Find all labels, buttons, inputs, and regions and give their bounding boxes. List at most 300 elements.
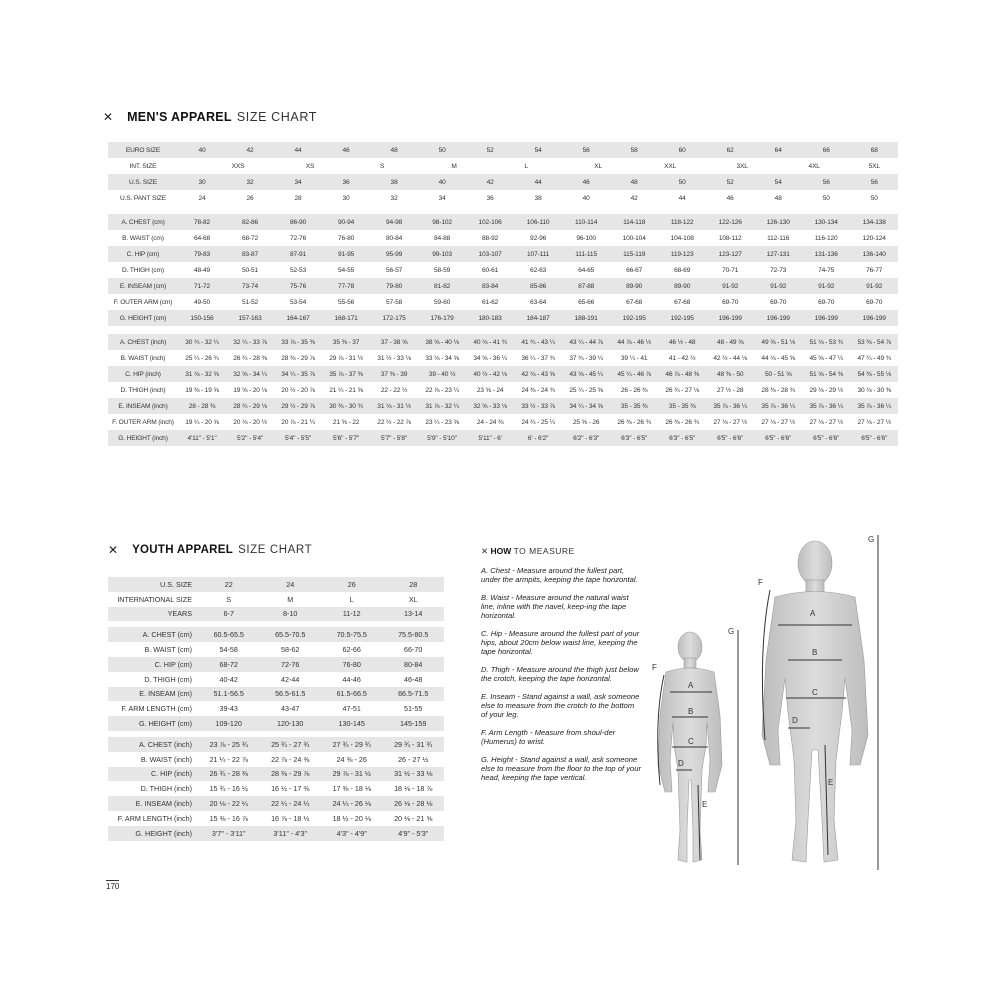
table-cell: 157-163 — [226, 310, 274, 326]
table-cell: 15 ⅜ - 16 ⅞ — [209, 813, 248, 823]
table-row — [108, 262, 898, 278]
table-cell: L — [349, 594, 354, 604]
table-cell: 42 ⅛ - 43 ⅝ — [514, 366, 562, 382]
table-cell: 91-92 — [706, 278, 754, 294]
table-cell: 37 ¾ - 39 ¼ — [569, 354, 603, 362]
table-cell — [178, 158, 202, 174]
table-cell: 79-83 — [178, 246, 226, 262]
table-cell: 39 - 40 ½ — [418, 366, 466, 382]
row-label: E. INSEAM (cm) — [108, 278, 178, 294]
table-cell: 5'7" - 5'8" — [370, 430, 418, 446]
table-cell: 60 — [658, 142, 706, 158]
table-cell: 27 ¾ - 29 ¾ — [321, 737, 383, 752]
measure-label: F — [758, 578, 763, 587]
mens-title — [103, 110, 317, 124]
table-cell: 38 ⅝ - 40 ⅛ — [418, 334, 466, 350]
table-cell: 40 ⅛ - 41 ¾ — [466, 334, 514, 350]
table-cell: 62 — [706, 142, 754, 158]
row-label: D. THIGH (inch) — [120, 386, 166, 394]
table-cell: 108-112 — [718, 234, 742, 242]
table-cell: 58 — [610, 142, 658, 158]
table-cell: 35 - 35 ⅜ — [610, 398, 658, 414]
measure-label: C — [812, 688, 818, 697]
how-to-measure-item: G. Height - Stand against a wall, ask someone else to measure from the floor to the top of your head, keeping the tape vertical. — [481, 755, 641, 782]
table-cell: L — [524, 162, 528, 170]
table-cell: 6'5" - 6'6" — [706, 430, 754, 446]
table-cell: XS — [305, 162, 315, 170]
adult-figure — [762, 541, 868, 862]
table-cell: 91-92 — [850, 278, 898, 294]
table-cell: 72-76 — [260, 657, 322, 672]
how-to-measure-item: F. Arm Length - Measure from shoul-der (Humerus) to wrist. — [481, 728, 616, 746]
table-row — [108, 366, 898, 382]
mens-title-bold: MEN'S APPAREL — [127, 110, 232, 124]
table-cell: 27 ⅛ - 27 ½ — [857, 418, 891, 426]
table-cell: 27 ½ - 28 — [716, 386, 744, 394]
table-cell: 27 ⅛ - 27 ½ — [809, 418, 843, 426]
table-cell: 29 ½ - 29 ⅞ — [274, 398, 322, 414]
mens-size-table — [108, 142, 898, 446]
how-title-rest: TO MEASURE — [513, 546, 575, 556]
row-label: F. OUTER ARM (inch) — [112, 418, 174, 426]
table-cell: 4'9" - 5'3" — [383, 826, 445, 841]
row-label: A. CHEST (cm) — [108, 627, 198, 642]
table-cell: 123-127 — [706, 246, 754, 262]
row-label: B. WAIST (inch) — [120, 354, 166, 362]
table-cell: 100-104 — [622, 234, 646, 242]
table-cell: 26 — [246, 194, 254, 202]
table-cell: 134-138 — [850, 214, 898, 230]
table-cell: 85-86 — [514, 278, 562, 294]
table-row — [108, 627, 444, 642]
table-cell: 6-7 — [198, 607, 260, 622]
table-cell: 188-191 — [562, 310, 610, 326]
table-row — [108, 642, 444, 657]
table-cell: 24 — [260, 577, 322, 592]
table-cell: 98-102 — [418, 214, 466, 230]
table-cell: 40 ½ - 42 ⅛ — [466, 366, 514, 382]
table-cell: 126-130 — [754, 214, 802, 230]
table-cell: 24 ¾ - 25 ¼ — [521, 418, 555, 426]
how-to-measure-item: B. Waist - Measure around the natural waist line, inline with the navel, keep-ing the tape horizontal. — [481, 593, 629, 620]
table-cell: 8-10 — [260, 607, 322, 622]
table-cell: 53-54 — [289, 298, 307, 306]
table-cell: 196-199 — [850, 310, 898, 326]
table-cell: 25 ¾ - 27 ¾ — [260, 737, 322, 752]
table-cell: 37 ⅜ - 39 — [370, 366, 418, 382]
table-cell: 64-68 — [193, 234, 211, 242]
table-cell: 75-76 — [274, 278, 322, 294]
row-label: A. CHEST (cm) — [108, 214, 178, 230]
how-to-measure-item: D. Thigh - Measure around the thigh just below the crotch, keeping the tape horizontal. — [481, 665, 639, 683]
measure-label: D — [678, 759, 684, 768]
table-cell: 35 ⅜ - 37 — [322, 334, 370, 350]
table-cell: 106-110 — [514, 214, 562, 230]
table-cell: 73-74 — [226, 278, 274, 294]
table-cell: 43 ⅝ - 45 ¼ — [562, 366, 610, 382]
table-cell: S — [226, 594, 232, 604]
close-icon: ✕ — [103, 110, 114, 124]
table-cell: 39-43 — [219, 704, 238, 714]
table-cell: 192-195 — [610, 310, 658, 326]
table-cell: S — [379, 162, 385, 170]
table-cell: 31 ½ - 33 ⅛ — [383, 767, 445, 782]
row-label: G. HEIGHT (inch) — [108, 430, 178, 446]
table-row — [108, 657, 444, 672]
measure-label: D — [792, 716, 798, 725]
table-cell: 48-49 — [193, 266, 211, 274]
table-row — [108, 334, 898, 350]
table-row — [108, 796, 444, 811]
table-row — [108, 142, 898, 158]
youth-size-table — [108, 577, 444, 841]
table-cell: 58-59 — [434, 266, 451, 274]
table-cell: 43 ¼ - 44 ⅞ — [562, 334, 610, 350]
table-cell: 150-156 — [178, 310, 226, 326]
table-cell: 25 ¼ - 26 ¾ — [185, 354, 219, 362]
table-cell: 120-124 — [862, 234, 886, 242]
table-cell: 50 — [658, 174, 706, 190]
row-label: A. CHEST (inch) — [108, 737, 198, 752]
table-cell: 42 — [466, 174, 514, 190]
table-cell: 74-75 — [818, 266, 835, 274]
table-cell: 87-91 — [274, 246, 322, 262]
table-cell: 18 ⅛ - 18 ⅞ — [394, 784, 433, 794]
how-to-measure — [481, 546, 641, 791]
table-cell: 28 ⅜ - 29 ⅞ — [281, 354, 315, 362]
table-cell: 20 ⅛ - 20 ½ — [233, 418, 267, 426]
table-row — [108, 190, 898, 206]
table-cell: 49-50 — [193, 298, 211, 306]
table-row — [108, 781, 444, 796]
measurement-figures — [620, 530, 890, 880]
table-cell: 16 ½ - 17 ⅜ — [271, 784, 310, 794]
table-row — [108, 278, 898, 294]
table-cell: 57-58 — [386, 298, 403, 306]
table-cell: 38 — [370, 174, 418, 190]
row-label: F. ARM LENGTH (inch) — [117, 813, 192, 823]
row-label: F. OUTER ARM (cm) — [113, 298, 173, 306]
row-label: G. HEIGHT (cm) — [108, 716, 198, 731]
table-cell: 5'4" - 5'5" — [274, 430, 322, 446]
table-cell: 4'3" - 4'9" — [321, 826, 383, 841]
table-cell: 47-51 — [342, 704, 361, 714]
table-cell: 30 ⅜ - 30 ¾ — [322, 398, 370, 414]
table-cell: 24 — [198, 194, 206, 202]
table-cell: 54 ⅜ - 55 ⅛ — [850, 366, 898, 382]
table-cell: 95-99 — [370, 246, 418, 262]
table-row — [108, 246, 898, 262]
table-cell: 42 ½ - 44 ⅛ — [713, 354, 747, 362]
row-label: INT. SIZE — [129, 162, 157, 170]
table-cell: 28 - 28 ⅜ — [178, 398, 226, 414]
table-cell: 15 ¾ - 16 ½ — [209, 784, 248, 794]
table-cell: 180-183 — [466, 310, 514, 326]
table-cell: 46 — [562, 174, 610, 190]
table-cell: 26 ⅜ - 26 ¾ — [665, 418, 699, 426]
table-cell: 51-52 — [241, 298, 259, 306]
table-cell: 63-64 — [530, 298, 547, 306]
table-cell: 41 ¾ - 43 ¼ — [514, 334, 562, 350]
table-cell: 35 - 35 ⅜ — [658, 398, 706, 414]
table-cell: 23 ⅝ - 24 — [476, 386, 504, 394]
table-cell: 48 — [610, 174, 658, 190]
table-cell: 29 ⅞ - 31 ½ — [321, 767, 383, 782]
table-cell: 172-175 — [370, 310, 418, 326]
table-cell: 118-122 — [658, 214, 706, 230]
table-cell: 5'2" - 5'4" — [226, 430, 274, 446]
table-row — [108, 174, 898, 190]
table-cell: 31 ⅛ - 32 ⅝ — [178, 366, 226, 382]
table-cell: 40 — [582, 194, 590, 202]
table-cell: 30 ¾ - 32 ¼ — [178, 334, 226, 350]
table-cell: 56.5-61.5 — [260, 687, 322, 702]
table-cell: 38 — [534, 194, 542, 202]
table-cell: 26 ⅛ - 28 ⅛ — [383, 796, 445, 811]
table-row — [108, 398, 898, 414]
table-cell: 44 — [274, 142, 322, 158]
table-cell: 67-68 — [626, 298, 643, 306]
table-cell: 91-92 — [754, 278, 802, 294]
table-cell: 29 ⅞ - 31 ½ — [329, 354, 363, 362]
page-number: 170 — [106, 882, 120, 891]
table-cell: 18 ½ - 20 ⅛ — [332, 813, 371, 823]
table-cell: 43-47 — [281, 704, 300, 714]
table-cell: 66.5-71.5 — [383, 687, 445, 702]
table-cell: 48 — [370, 142, 418, 158]
table-cell: 19 ¼ - 20 ⅝ — [185, 418, 219, 426]
table-cell: 122-126 — [706, 214, 754, 230]
table-cell: 176-179 — [418, 310, 466, 326]
table-cell: M — [451, 162, 457, 170]
table-cell: 99-103 — [418, 246, 466, 262]
row-label: B. WAIST (cm) — [122, 234, 164, 242]
table-row — [108, 701, 444, 716]
table-cell: 196-199 — [754, 310, 802, 326]
table-cell: 104-108 — [670, 234, 694, 242]
table-cell: 44-46 — [342, 674, 361, 684]
measure-label: B — [812, 648, 818, 657]
how-to-measure-title — [481, 546, 641, 557]
table-cell: 6'5" - 6'6" — [802, 430, 850, 446]
table-cell: 6'3" - 6'5" — [610, 430, 658, 446]
table-cell: 49 ⅝ - 51 ⅛ — [754, 334, 802, 350]
table-cell: 35 ⅞ - 36 ¼ — [802, 398, 850, 414]
table-cell: 6' - 6'2" — [514, 430, 562, 446]
how-title-bold: HOW — [490, 546, 512, 556]
table-cell: 34 ⅝ - 36 ¼ — [473, 354, 507, 362]
table-cell: 35 ⅞ - 36 ¼ — [706, 398, 754, 414]
table-cell: 21 ⅝ - 22 — [332, 418, 360, 426]
table-row — [108, 737, 444, 752]
table-row — [108, 350, 898, 366]
table-cell: 5XL — [868, 162, 880, 170]
table-cell: 46 ½ - 48 — [658, 334, 706, 350]
table-cell: 96-100 — [576, 234, 596, 242]
table-cell: 34 — [438, 194, 446, 202]
table-cell: 136-140 — [850, 246, 898, 262]
table-cell: 50-51 — [241, 266, 259, 274]
table-cell: 79-80 — [370, 278, 418, 294]
table-cell: 91-92 — [802, 278, 850, 294]
table-cell: 25 ¼ - 25 ⅝ — [569, 386, 603, 394]
table-cell: 46 ⅞ - 48 ⅜ — [658, 366, 706, 382]
measure-label: E — [702, 800, 708, 809]
table-cell: 50 - 51 ⅝ — [754, 366, 802, 382]
table-cell: 89-90 — [658, 278, 706, 294]
table-cell: 5'9" - 5'10" — [418, 430, 466, 446]
table-cell: 69-70 — [722, 298, 739, 306]
table-cell: 60-61 — [482, 266, 499, 274]
table-cell: 24 - 24 ⅜ — [476, 418, 504, 426]
row-label: E. INSEAM (inch) — [108, 398, 178, 414]
table-row — [108, 310, 898, 326]
table-cell: 52 — [706, 174, 754, 190]
table-cell: 31 ⅞ - 32 ¼ — [418, 398, 466, 414]
table-cell: 76-77 — [866, 266, 883, 274]
table-cell: 5'6" - 5'7" — [322, 430, 370, 446]
table-cell: 45 ¼ - 46 ⅞ — [610, 366, 658, 382]
row-label: G. HEIGHT (inch) — [108, 826, 198, 841]
table-cell: 48 ⅜ - 50 — [706, 366, 754, 382]
table-cell: 36 — [486, 194, 494, 202]
table-cell: 50 — [822, 194, 830, 202]
how-to-measure-item: E. Inseam - Stand against a wall, ask someone else to measure from the crotch to the bottom of your leg. — [481, 692, 640, 719]
table-cell: 28 — [383, 577, 445, 592]
table-cell: 40 — [178, 142, 226, 158]
table-cell: 27 ⅛ - 27 ½ — [713, 418, 747, 426]
table-cell: 46-48 — [404, 674, 423, 684]
table-cell: 65.5-70.5 — [260, 627, 322, 642]
table-cell: 120-130 — [260, 716, 322, 731]
table-cell: 48 — [774, 194, 782, 202]
row-label: U.S. SIZE — [108, 174, 178, 190]
measure-label: G — [728, 627, 735, 636]
row-label: INTERNATIONAL SIZE — [117, 594, 192, 604]
table-cell: 44 — [678, 194, 686, 202]
row-label: B. WAIST (cm) — [144, 645, 192, 655]
table-cell: 62-66 — [342, 645, 361, 655]
table-cell: 28 ⅜ - 28 ¾ — [761, 386, 795, 394]
table-cell: 32 ⅝ - 34 ¼ — [226, 366, 274, 382]
table-row — [108, 577, 444, 592]
table-cell: 20 ⅛ - 22 ¼ — [198, 796, 260, 811]
measure-label: G — [868, 535, 875, 544]
table-cell: 20 ⅞ - 21 ¼ — [281, 418, 315, 426]
table-cell: 70-71 — [722, 266, 739, 274]
table-cell: 168-171 — [322, 310, 370, 326]
table-cell: 84-88 — [434, 234, 451, 242]
table-cell: 107-111 — [514, 246, 562, 262]
table-cell: 21 ¼ - 21 ⅝ — [329, 386, 363, 394]
table-cell: 41 - 42 ½ — [668, 354, 696, 362]
table-cell: 20 ½ - 20 ⅞ — [281, 386, 315, 394]
table-cell: 111-115 — [562, 246, 610, 262]
table-cell: 50 — [870, 194, 878, 202]
table-cell: 46 — [322, 142, 370, 158]
table-cell: 32 — [390, 194, 398, 202]
table-cell: 56-57 — [386, 266, 403, 274]
table-cell: 60.5-65.5 — [198, 627, 260, 642]
table-cell: 30 — [178, 174, 226, 190]
table-cell: 89-90 — [610, 278, 658, 294]
table-row — [108, 687, 444, 702]
how-to-measure-item: A. Chest - Measure around the fullest part, under the armpits, keeping the tape horizontal. — [481, 566, 638, 584]
row-label: F. ARM LENGTH (cm) — [121, 704, 192, 714]
table-cell: 88-92 — [482, 234, 499, 242]
table-cell: 36 ¼ - 37 ¾ — [521, 354, 555, 362]
table-cell: 52-53 — [289, 266, 307, 274]
table-cell: 72-76 — [289, 234, 307, 242]
table-row — [108, 414, 898, 430]
table-cell: 115-119 — [610, 246, 658, 262]
table-cell: 33 ⅛ - 34 ⅝ — [425, 354, 459, 362]
how-to-measure-item: C. Hip - Measure around the fullest part of your hips, about 20cm below waist line, keeping the tape horizontal. — [481, 629, 640, 656]
table-cell: 68-72 — [241, 234, 259, 242]
table-cell: 110-114 — [562, 214, 610, 230]
table-cell: 30 ⅛ - 30 ⅜ — [857, 386, 891, 394]
table-cell: 72-73 — [770, 266, 787, 274]
table-row — [108, 752, 444, 767]
table-cell: 50 — [418, 142, 466, 158]
table-cell: 24 ¼ - 26 ⅛ — [321, 796, 383, 811]
table-cell: 17 ⅜ - 18 ⅛ — [332, 784, 371, 794]
table-cell: 26 ⅜ - 26 ¾ — [617, 418, 651, 426]
close-icon: ✕ — [481, 546, 491, 556]
table-cell: 47 ¼ - 49 ¾ — [857, 354, 891, 362]
table-cell: 130-134 — [802, 214, 850, 230]
youth-title-bold: YOUTH APPAREL — [132, 544, 234, 556]
table-cell: 66-70 — [404, 645, 423, 655]
table-cell: 75.5-80.5 — [383, 627, 445, 642]
table-cell: M — [287, 594, 294, 604]
table-cell: 184-187 — [514, 310, 562, 326]
table-cell: 28 ⅜ - 29 ⅞ — [260, 767, 322, 782]
table-cell: 3'11" - 4'3" — [260, 826, 322, 841]
table-cell: 64 — [754, 142, 802, 158]
table-cell: 196-199 — [802, 310, 850, 326]
table-cell: 24 ⅜ - 26 — [336, 754, 367, 764]
table-cell: 6'5" - 6'6" — [754, 430, 802, 446]
table-cell: 56 — [562, 142, 610, 158]
table-cell: 39 ¼ - 41 — [620, 354, 648, 362]
table-cell: 26 ¾ - 28 ⅜ — [233, 354, 267, 362]
table-cell: 42 — [630, 194, 638, 202]
table-cell: 130-145 — [321, 716, 383, 731]
table-cell: 5'11" - 6' — [466, 430, 514, 446]
row-label: E. INSEAM (inch) — [108, 796, 198, 811]
table-cell: 44 ⅞ - 46 ½ — [610, 334, 658, 350]
table-cell: 11-12 — [321, 607, 383, 622]
table-cell: 91-95 — [322, 246, 370, 262]
table-cell: 46 — [726, 194, 734, 202]
table-cell: 68-69 — [674, 266, 691, 274]
table-cell: 22 - 22 ½ — [380, 386, 408, 394]
table-cell: 92-96 — [530, 234, 547, 242]
table-cell: 71-72 — [178, 278, 226, 294]
table-cell: 54 — [754, 174, 802, 190]
table-cell: 192-195 — [658, 310, 706, 326]
table-cell: 69-70 — [866, 298, 883, 306]
table-cell: 82-86 — [226, 214, 274, 230]
table-cell: 22 — [198, 577, 260, 592]
table-cell: 51-55 — [404, 704, 423, 714]
table-cell: 196-199 — [706, 310, 754, 326]
table-cell: 164-167 — [274, 310, 322, 326]
table-cell: 54-58 — [219, 645, 238, 655]
table-cell: XXS — [231, 162, 245, 170]
table-cell: 28 ¾ - 29 ⅛ — [226, 398, 274, 414]
